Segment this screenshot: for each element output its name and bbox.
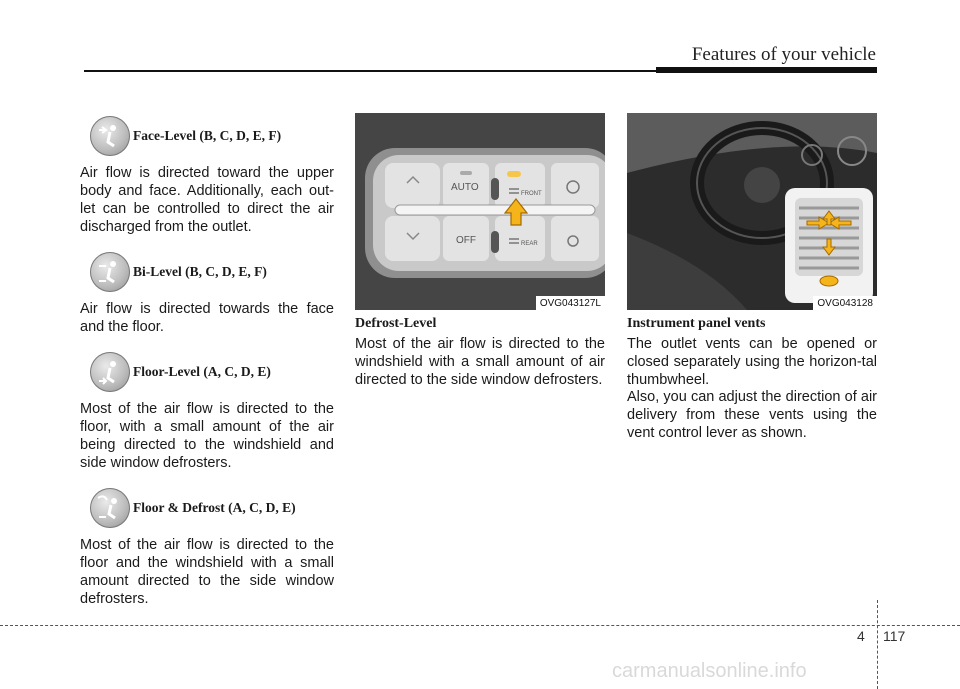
watermark: carmanualsonline.info xyxy=(612,660,807,682)
header-rule-accent xyxy=(656,67,877,73)
mode-label: Floor & Defrost (A, C, D, E) xyxy=(133,500,296,515)
instrument-panel-photo xyxy=(627,113,877,310)
mode-bi-level xyxy=(80,250,334,294)
auto-button-label: AUTO xyxy=(451,182,479,193)
footer-divider xyxy=(877,600,878,689)
image-code: OVG043128 xyxy=(813,296,877,310)
left-column xyxy=(80,114,334,608)
mode-floor-level xyxy=(80,350,334,394)
floor-level-icon xyxy=(90,352,130,392)
defrost-level-text: Most of the air flow is directed to the windshield with a small amount of air directed to the side window defrosters. xyxy=(355,336,605,388)
mode-description: Air flow is directed towards the face and the floor. xyxy=(80,301,334,335)
mode-face-level xyxy=(80,114,334,158)
vents-text-2: Also, you can adjust the direction of air delivery from these vents using the vent control lever as shown. xyxy=(627,389,877,441)
mode-label: Bi-Level (B, C, D, E, F) xyxy=(133,264,267,279)
bi-level-icon xyxy=(90,252,130,292)
mode-label: Face-Level (B, C, D, E, F) xyxy=(133,128,282,143)
mode-floor-defrost xyxy=(80,486,334,530)
rear-button-label: REAR xyxy=(521,241,538,247)
mode-description: Most of the air flow is directed to the floor and the windshield with a small amount directed to the side window defrosters. xyxy=(80,537,334,607)
mode-label: Floor-Level (A, C, D, E) xyxy=(133,364,271,379)
section-title: Features of your vehicle xyxy=(691,44,876,65)
instrument-panel-vents-heading: Instrument panel vents xyxy=(627,316,766,331)
defrost-level-heading: Defrost-Level xyxy=(355,316,437,331)
face-level-icon xyxy=(90,116,130,156)
footer-rule xyxy=(0,625,960,626)
front-button-label: FRONT xyxy=(521,191,542,197)
mode-description: Most of the air flow is directed to the floor, with a small amount of the air being directed to the windshield and side window defrosters. xyxy=(80,401,334,471)
climate-panel-illustration xyxy=(355,113,605,310)
floor-defrost-icon xyxy=(90,488,130,528)
climate-control-photo xyxy=(355,113,605,310)
instrument-panel-illustration xyxy=(627,113,877,310)
vents-text-1: The outlet vents can be opened or closed separately using the horizon-tal thumbwheel. xyxy=(627,336,877,388)
image-code: OVG043127L xyxy=(536,296,605,310)
mode-description: Air flow is directed toward the upper body and face. Additionally, each out-let can be controlled to direct the air discharged from the outlet. xyxy=(80,165,334,235)
chapter-number: 4 xyxy=(857,628,865,644)
off-button-label: OFF xyxy=(456,235,476,246)
page-number: 117 xyxy=(883,628,906,644)
